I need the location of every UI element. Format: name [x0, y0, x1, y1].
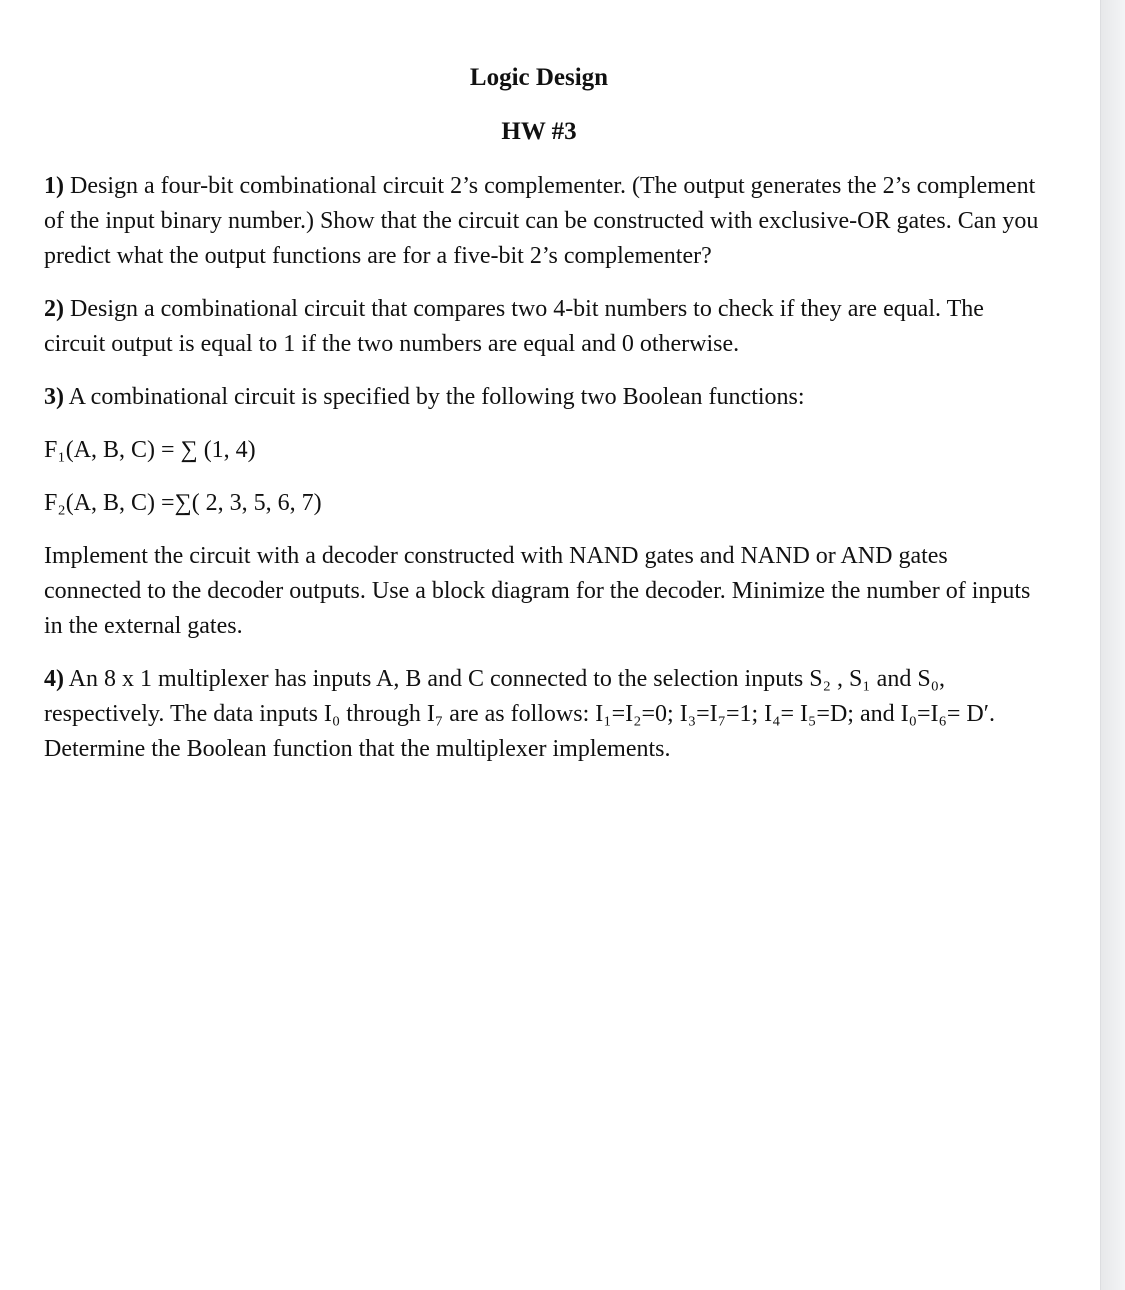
question-2: [44, 292, 1044, 362]
viewer-scroll-gutter[interactable]: [1100, 0, 1125, 1290]
question-1-text: Design a four-bit combinational circuit 2’s complementer. (The output generates the 2’s complement of the input binary number.) Show that the circuit can be constructed with exclusive-OR gates. Can you predict what the output functions are for a five-bit 2’s complementer?: [44, 173, 1039, 269]
function-f1: F₁(A, B, C) = ∑ (1, 4): [44, 437, 256, 463]
question-3-instructions: Implement the circuit with a decoder constructed with NAND gates and NAND or AND gates connected to the decoder outputs. Use a block diagram for the decoder. Minimize the number of inputs in the external gates.: [44, 543, 1031, 639]
document-body: [44, 169, 1044, 767]
question-3: [44, 380, 1044, 415]
question-3-number: 3): [44, 384, 64, 410]
question-1: [44, 169, 1044, 274]
question-4-number: 4): [44, 666, 64, 692]
question-2-number: 2): [44, 296, 64, 322]
question-4-text: An 8 x 1 multiplexer has inputs A, B and C connected to the selection inputs S₂ , S₁ and S₀, respectively. The data inputs I₀ through I₇ are as follows: I₁=I₂=0; I₃=I₇=1; I₄= I₅=D; and I₀=I₆= D′. Determine the Boolean function that the multiplexer implements.: [44, 666, 995, 762]
function-f2: F₂(A, B, C) =∑( 2, 3, 5, 6, 7): [44, 490, 322, 516]
question-4: [44, 662, 1044, 767]
question-2-text: Design a combinational circuit that compares two 4-bit numbers to check if they are equal. The circuit output is equal to 1 if the two numbers are equal and 0 otherwise.: [44, 296, 984, 357]
question-1-number: 1): [44, 173, 64, 199]
question-3-text: A combinational circuit is specified by the following two Boolean functions:: [64, 384, 805, 410]
document-subtitle: HW #3: [501, 118, 577, 145]
document-title: Logic Design: [469, 64, 609, 91]
